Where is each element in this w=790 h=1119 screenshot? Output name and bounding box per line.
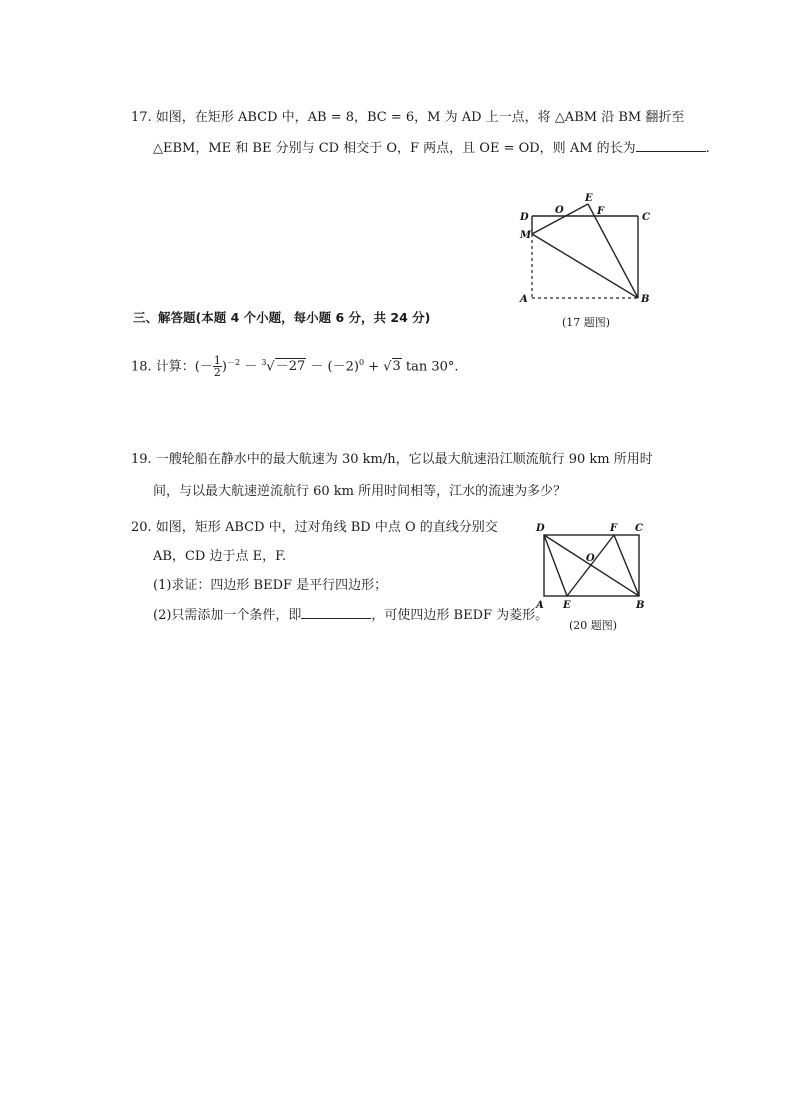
section3-heading: 三、解答题(本题 4 个小题，每小题 6 分，共 24 分)	[133, 310, 431, 325]
q17-line1: 17. 如图，在矩形 ABCD 中，AB = 8，BC = 6，M 为 AD 上一点，将 △ABM 沿 BM 翻折至	[131, 110, 685, 125]
q17-label-m: M	[520, 230, 532, 241]
q18-fraction	[213, 355, 222, 378]
q17-figure-caption: (17 题图)	[562, 316, 611, 329]
q17-line2	[153, 139, 710, 158]
q20-segment-de	[544, 535, 567, 596]
q17-line2-end: .	[705, 141, 710, 156]
q17-label-c: C	[642, 212, 650, 223]
q20-part2	[153, 606, 548, 625]
q18-frac-num: 1	[213, 354, 221, 368]
q20-label-c: C	[635, 523, 643, 534]
q20-label-b: B	[636, 600, 645, 611]
q20-line2: AB，CD 边于点 E，F.	[153, 549, 287, 564]
q17-label-b: B	[641, 294, 650, 305]
q20-part2-prefix: (2)只需添加一个条件，即	[153, 608, 302, 623]
q18-radicand: －27	[275, 359, 306, 375]
q19-line1: 19. 一艘轮船在静水中的最大航速为 30 km/h，它以最大航速沿江顺流航行 90 km 所用时	[131, 452, 653, 467]
q20-label-d: D	[536, 523, 545, 534]
q20-diagonal-db	[544, 535, 639, 596]
q20-segment-ef	[567, 535, 614, 596]
q20-segment-fb	[614, 535, 639, 596]
q18-radical-sign: √	[266, 359, 275, 375]
q18-minus1: －	[240, 359, 262, 375]
q20-part2-suffix: ，可使四边形 BEDF 为菱形。	[371, 608, 549, 623]
q17-label-f: F	[597, 206, 605, 217]
q18-part5: tan 30°.	[401, 359, 459, 375]
q17-label-e: E	[585, 193, 593, 204]
q20-figure	[528, 516, 658, 616]
q17-label-d: D	[520, 212, 529, 223]
q17-figure	[510, 190, 660, 310]
q20-figure-caption: (20 题图)	[569, 619, 618, 632]
q17-answer-blank[interactable]	[636, 139, 706, 152]
q17-label-a: A	[520, 294, 528, 305]
q18-frac-den: 2	[213, 366, 221, 380]
q17-segment-eb	[588, 204, 638, 298]
q18-part3: － (－2)	[306, 359, 359, 375]
q20-label-e: E	[563, 600, 571, 611]
q17-line2-text: △EBM，ME 和 BE 分别与 CD 相交于 O，F 两点，且 OE = OD，则 AM 的长为	[153, 141, 636, 156]
q20-part1: (1)求证：四边形 BEDF 是平行四边形；	[153, 578, 388, 593]
q18-prefix: 18. 计算：(－	[131, 359, 213, 375]
q18-part4: + √	[364, 359, 392, 375]
q18-root-index: 3	[261, 358, 267, 367]
q18-exp2: 0	[358, 358, 365, 367]
q18-expression	[131, 350, 459, 380]
q18-sqrt-arg: 3	[392, 359, 401, 375]
q20-answer-blank[interactable]	[301, 606, 371, 619]
q20-label-a: A	[536, 600, 544, 611]
q20-line1: 20. 如图，矩形 ABCD 中，过对角线 BD 中点 O 的直线分别交	[131, 520, 498, 535]
q20-label-o: O	[586, 553, 595, 564]
q17-segment-mb	[532, 234, 638, 298]
q19-line2: 间，与以最大航速逆流航行 60 km 所用时间相等，江水的流速为多少？	[153, 484, 567, 499]
q18-exp1: －2	[226, 358, 241, 367]
q20-label-f: F	[610, 523, 618, 534]
q17-label-o: O	[555, 205, 564, 216]
q18-close: )	[221, 359, 227, 375]
